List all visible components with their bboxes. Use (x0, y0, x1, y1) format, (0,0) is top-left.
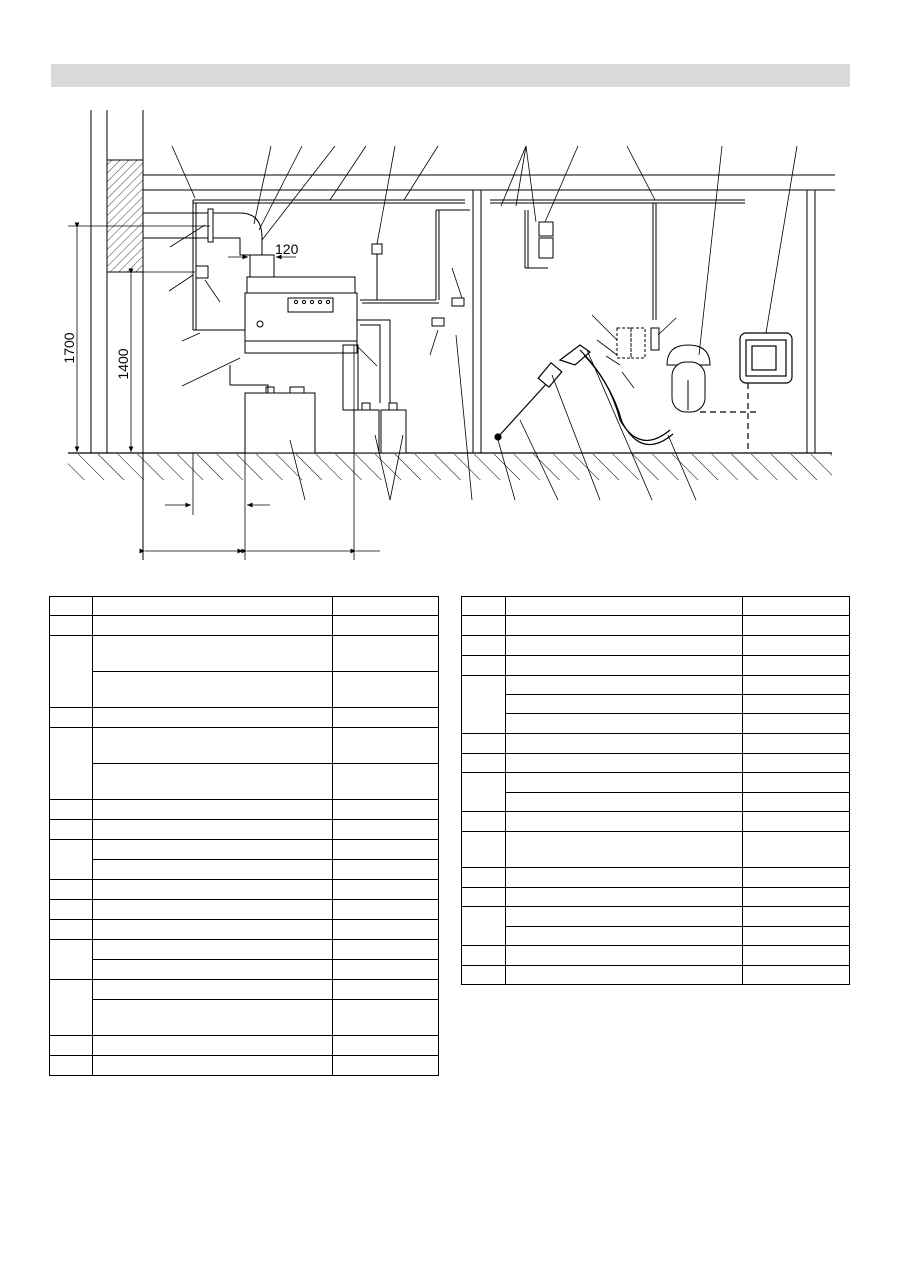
row-value (743, 676, 850, 695)
row-number (462, 734, 506, 754)
dimension-1700: 1700 (61, 332, 77, 364)
table-row (50, 636, 439, 672)
table-row (50, 900, 439, 920)
row-value (743, 616, 850, 636)
row-value (743, 773, 850, 793)
row-value (743, 714, 850, 734)
row-value (743, 868, 850, 888)
row-description (506, 868, 743, 888)
table-row (462, 966, 850, 985)
table-row (462, 754, 850, 773)
row-value (333, 764, 439, 800)
table-row (50, 708, 439, 728)
row-description (506, 695, 743, 714)
hose-reel (667, 345, 710, 412)
dimension-lines (68, 226, 380, 560)
row-value (743, 946, 850, 966)
row-description (506, 946, 743, 966)
row-value (333, 980, 439, 1000)
row-number (50, 597, 93, 616)
table-row (462, 597, 850, 616)
row-number (50, 800, 93, 820)
table-row (50, 980, 439, 1000)
row-value (743, 636, 850, 656)
table-row (50, 860, 439, 880)
row-description (93, 960, 333, 980)
row-number (462, 868, 506, 888)
row-description (93, 980, 333, 1000)
row-description (506, 812, 743, 832)
table-row (462, 888, 850, 907)
row-number (50, 1056, 93, 1076)
wall-hose-box (700, 333, 792, 450)
row-description (93, 1056, 333, 1076)
row-value (743, 907, 850, 927)
row-number (462, 636, 506, 656)
row-value (333, 616, 439, 636)
row-description (93, 940, 333, 960)
row-value (743, 734, 850, 754)
row-value (333, 636, 439, 672)
table-row (462, 636, 850, 656)
table-row (50, 960, 439, 980)
row-value (743, 793, 850, 812)
installation-diagram (0, 0, 900, 590)
row-number (462, 966, 506, 985)
row-number (50, 920, 93, 940)
table-row (462, 793, 850, 812)
table-row (50, 597, 439, 616)
dimension-120: 120 (275, 241, 299, 257)
row-number (462, 656, 506, 676)
row-description (93, 764, 333, 800)
table-row (50, 728, 439, 764)
table-row (462, 656, 850, 676)
row-number (462, 754, 506, 773)
row-number (50, 900, 93, 920)
row-description (506, 656, 743, 676)
row-value (743, 812, 850, 832)
row-description (93, 860, 333, 880)
row-description (93, 820, 333, 840)
table-row (462, 868, 850, 888)
row-value (743, 888, 850, 907)
row-value (743, 754, 850, 773)
row-description (506, 616, 743, 636)
row-value (333, 728, 439, 764)
row-number (462, 812, 506, 832)
table-row (50, 672, 439, 708)
table-row (50, 940, 439, 960)
table-row (50, 800, 439, 820)
table-row (50, 920, 439, 940)
table-row (462, 927, 850, 946)
table-row (50, 1056, 439, 1076)
row-number (50, 840, 93, 880)
row-description (93, 672, 333, 708)
spray-gun-and-hose (495, 345, 673, 445)
table-row (50, 1036, 439, 1056)
row-description (506, 754, 743, 773)
row-value (333, 820, 439, 840)
table-row (50, 764, 439, 800)
row-description (506, 793, 743, 812)
row-description (506, 773, 743, 793)
row-value (333, 1036, 439, 1056)
table-row (462, 832, 850, 868)
row-description (93, 920, 333, 940)
row-number (50, 636, 93, 708)
row-description (506, 927, 743, 946)
table-row (50, 616, 439, 636)
row-number (462, 616, 506, 636)
row-number (462, 907, 506, 946)
table-row (462, 773, 850, 793)
row-description (93, 728, 333, 764)
row-value (743, 966, 850, 985)
table-row (462, 812, 850, 832)
row-number (50, 616, 93, 636)
table-row (50, 880, 439, 900)
row-description (506, 966, 743, 985)
row-value (333, 860, 439, 880)
table-row (462, 616, 850, 636)
row-number (50, 820, 93, 840)
table-row (50, 840, 439, 860)
row-description (506, 832, 743, 868)
row-value (333, 960, 439, 980)
dimension-1400: 1400 (115, 348, 131, 380)
row-value (743, 832, 850, 868)
parts-table-left (49, 596, 439, 1076)
row-value (743, 597, 850, 616)
flue-pipe (143, 209, 296, 277)
table-row (50, 820, 439, 840)
row-description (506, 907, 743, 927)
row-number (462, 597, 506, 616)
row-number (50, 728, 93, 800)
row-number (50, 980, 93, 1036)
left-wall (91, 110, 143, 560)
row-description (93, 636, 333, 672)
row-description (506, 676, 743, 695)
row-number (50, 1036, 93, 1056)
row-number (462, 676, 506, 734)
heater-unit (245, 277, 357, 353)
row-number (50, 708, 93, 728)
table-row (462, 695, 850, 714)
row-value (333, 672, 439, 708)
row-description (93, 616, 333, 636)
parts-table-right (461, 596, 850, 985)
table-row (462, 714, 850, 734)
row-description (506, 734, 743, 754)
row-number (462, 946, 506, 966)
floor (68, 453, 832, 480)
row-value (333, 1056, 439, 1076)
row-description (93, 708, 333, 728)
row-description (506, 597, 743, 616)
table-row (462, 946, 850, 966)
row-description (93, 880, 333, 900)
row-value (333, 940, 439, 960)
row-number (50, 940, 93, 980)
row-value (333, 900, 439, 920)
table-row (50, 1000, 439, 1036)
row-number (462, 832, 506, 868)
row-value (743, 927, 850, 946)
row-description (93, 840, 333, 860)
row-number (462, 773, 506, 812)
row-value (333, 840, 439, 860)
row-value (333, 920, 439, 940)
row-description (93, 1036, 333, 1056)
row-value (333, 708, 439, 728)
row-description (93, 900, 333, 920)
table-row (462, 734, 850, 754)
row-description (93, 800, 333, 820)
row-description (93, 1000, 333, 1036)
row-description (506, 888, 743, 907)
row-value (743, 656, 850, 676)
row-value (743, 695, 850, 714)
table-row (462, 907, 850, 927)
table-row (462, 676, 850, 695)
row-description (93, 597, 333, 616)
row-value (333, 800, 439, 820)
row-value (333, 880, 439, 900)
row-value (333, 597, 439, 616)
row-description (506, 636, 743, 656)
row-description (506, 714, 743, 734)
row-value (333, 1000, 439, 1036)
row-number (50, 880, 93, 900)
water-tank (230, 365, 315, 453)
row-number (462, 888, 506, 907)
